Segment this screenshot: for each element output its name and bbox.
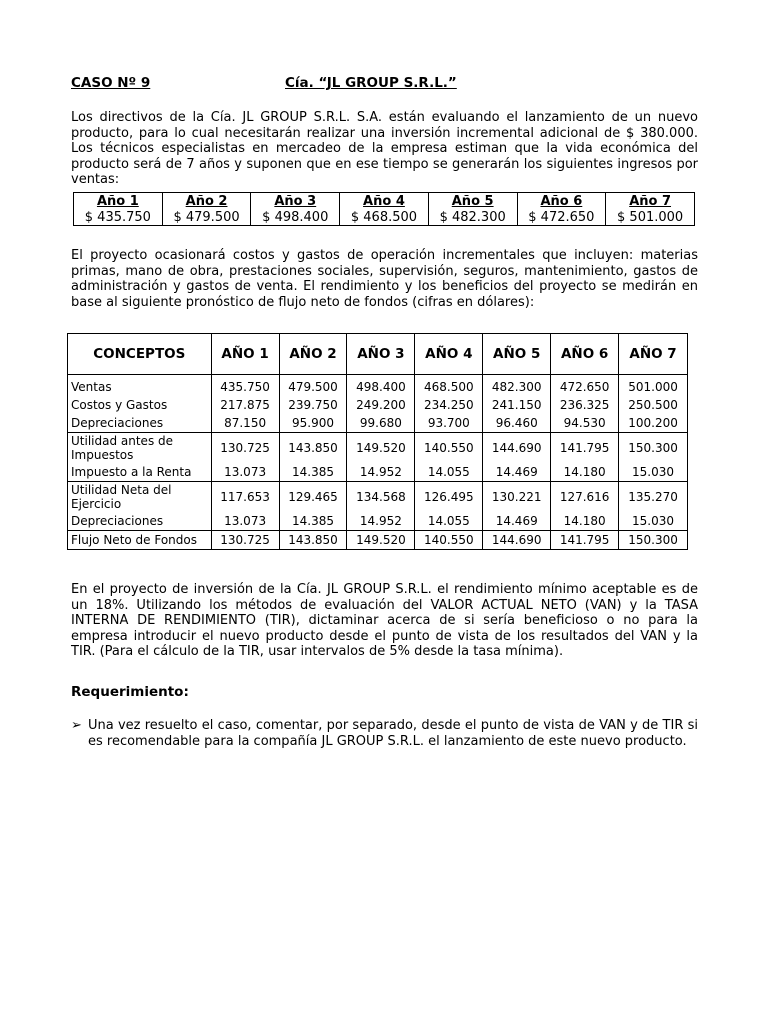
flow-cell: 140.550: [415, 531, 483, 550]
sales-year-cell: Año 1: [74, 193, 163, 210]
flow-header-cell: AÑO 5: [483, 334, 551, 375]
flow-cell: 479.500: [279, 375, 347, 397]
flow-cell: 234.250: [415, 396, 483, 414]
sales-year-cell: Año 5: [428, 193, 517, 210]
sales-value-row: [74, 209, 695, 226]
flow-cell: 134.568: [347, 482, 415, 513]
flow-cell: 241.150: [483, 396, 551, 414]
flow-row-label: Depreciaciones: [68, 512, 212, 531]
flow-cell: 144.690: [483, 433, 551, 464]
cash-flow-table: [67, 333, 688, 550]
flow-cell: 95.900: [279, 414, 347, 433]
flow-cell: 93.700: [415, 414, 483, 433]
flow-row-label: Ventas: [68, 375, 212, 397]
sales-value-cell: $ 482.300: [428, 209, 517, 226]
flow-cell: 14.180: [551, 463, 619, 482]
flow-cell: 217.875: [211, 396, 279, 414]
flow-header-row: [68, 334, 688, 375]
flow-header-cell: AÑO 4: [415, 334, 483, 375]
flow-cell: 239.750: [279, 396, 347, 414]
flow-cell: 150.300: [619, 531, 688, 550]
flow-cell: 435.750: [211, 375, 279, 397]
flow-cell: 140.550: [415, 433, 483, 464]
flow-cell: 250.500: [619, 396, 688, 414]
flow-cell: 129.465: [279, 482, 347, 513]
sales-year-cell: Año 6: [517, 193, 606, 210]
flow-cell: 14.385: [279, 512, 347, 531]
flow-cell: 482.300: [483, 375, 551, 397]
flow-cell: 126.495: [415, 482, 483, 513]
flow-row-depreciaciones-2: [68, 512, 688, 531]
arrow-bullet-icon: ➢: [71, 718, 82, 733]
flow-cell: 117.653: [211, 482, 279, 513]
flow-row-impuesto: [68, 463, 688, 482]
flow-cell: 498.400: [347, 375, 415, 397]
flow-cell: 141.795: [551, 531, 619, 550]
sales-value-cell: $ 501.000: [606, 209, 695, 226]
sales-year-cell: Año 7: [606, 193, 695, 210]
sales-year-cell: Año 4: [340, 193, 429, 210]
company-title: Cía. “JL GROUP S.R.L.”: [285, 75, 457, 91]
flow-cell: 249.200: [347, 396, 415, 414]
flow-cell: 144.690: [483, 531, 551, 550]
flow-cell: 96.460: [483, 414, 551, 433]
flow-header-cell: AÑO 1: [211, 334, 279, 375]
sales-header-row: [74, 193, 695, 210]
flow-cell: 472.650: [551, 375, 619, 397]
evaluation-paragraph: En el proyecto de inversión de la Cía. JL GROUP S.R.L. el rendimiento mínimo aceptable es de un 18%. Utilizando los métodos de evaluación del VALOR ACTUAL NETO (VAN) y la TASA INTERNA DE RENDIMIENTO (TIR), dictaminar acerca de si sería beneficioso o no para la empresa introducir el nuevo producto desde el punto de vista de los resultados del VAN y la TIR. (Para el cálculo de la TIR, usar intervalos de 5% desde la tasa mínima).: [71, 582, 698, 660]
flow-cell: 99.680: [347, 414, 415, 433]
flow-cell: 130.725: [211, 433, 279, 464]
sales-value-cell: $ 472.650: [517, 209, 606, 226]
flow-row-label: Depreciaciones: [68, 414, 212, 433]
intro-paragraph: Los directivos de la Cía. JL GROUP S.R.L. S.A. están evaluando el lanzamiento de un nuevo producto, para lo cual necesitarán realizar una inversión incremental adicional de $ 380.000. Los técnicos especialistas en mercadeo de la empresa estiman que la vida económica del producto será de 7 años y suponen que en ese tiempo se generarán los siguientes ingresos por ventas:: [71, 110, 698, 188]
flow-cell: 14.180: [551, 512, 619, 531]
flow-cell: 14.469: [483, 463, 551, 482]
sales-year-cell: Año 3: [251, 193, 340, 210]
flow-header-cell: AÑO 3: [347, 334, 415, 375]
flow-cell: 143.850: [279, 433, 347, 464]
sales-value-cell: $ 435.750: [74, 209, 163, 226]
flow-cell: 468.500: [415, 375, 483, 397]
flow-row-label: Utilidad Neta del Ejercicio: [68, 482, 212, 513]
flow-cell: 150.300: [619, 433, 688, 464]
flow-row-label: Flujo Neto de Fondos: [68, 531, 212, 550]
flow-header-cell: CONCEPTOS: [68, 334, 212, 375]
flow-cell: 501.000: [619, 375, 688, 397]
sales-table: [73, 192, 695, 226]
flow-cell: 130.725: [211, 531, 279, 550]
flow-cell: 13.073: [211, 463, 279, 482]
flow-cell: 14.385: [279, 463, 347, 482]
flow-row-utilidad-antes: [68, 433, 688, 464]
flow-cell: 15.030: [619, 463, 688, 482]
flow-row-label: Utilidad antes de Impuestos: [68, 433, 212, 464]
flow-cell: 236.325: [551, 396, 619, 414]
flow-cell: 100.200: [619, 414, 688, 433]
requirement-text: Una vez resuelto el caso, comentar, por separado, desde el punto de vista de VAN y de TIR si es recomendable para la compañía JL GROUP S.R.L. el lanzamiento de este nuevo producto.: [88, 718, 698, 749]
sales-year-cell: Año 2: [162, 193, 251, 210]
flow-row-flujo-neto: [68, 531, 688, 550]
flow-cell: 130.221: [483, 482, 551, 513]
flow-cell: 143.850: [279, 531, 347, 550]
costs-paragraph: El proyecto ocasionará costos y gastos de operación incrementales que incluyen: materias primas, mano de obra, prestaciones sociales, supervisión, seguros, mantenimiento, gastos de administración y gastos de venta. El rendimiento y los beneficios del proyecto se medirán en base al siguiente pronóstico de flujo neto de fondos (cifras en dólares):: [71, 248, 698, 310]
flow-cell: 149.520: [347, 433, 415, 464]
flow-row-label: Costos y Gastos: [68, 396, 212, 414]
flow-cell: 94.530: [551, 414, 619, 433]
flow-cell: 14.952: [347, 463, 415, 482]
sales-value-cell: $ 479.500: [162, 209, 251, 226]
flow-cell: 127.616: [551, 482, 619, 513]
flow-header-cell: AÑO 7: [619, 334, 688, 375]
flow-cell: 14.469: [483, 512, 551, 531]
flow-cell: 14.055: [415, 512, 483, 531]
flow-cell: 14.952: [347, 512, 415, 531]
flow-cell: 135.270: [619, 482, 688, 513]
flow-header-cell: AÑO 2: [279, 334, 347, 375]
flow-row-costos: [68, 396, 688, 414]
flow-cell: 15.030: [619, 512, 688, 531]
sales-value-cell: $ 468.500: [340, 209, 429, 226]
flow-row-utilidad-neta: [68, 482, 688, 513]
flow-cell: 141.795: [551, 433, 619, 464]
flow-row-ventas: [68, 375, 688, 397]
flow-cell: 13.073: [211, 512, 279, 531]
flow-header-cell: AÑO 6: [551, 334, 619, 375]
requirement-title: Requerimiento:: [71, 684, 189, 700]
flow-row-label: Impuesto a la Renta: [68, 463, 212, 482]
flow-cell: 149.520: [347, 531, 415, 550]
case-title: CASO Nº 9: [71, 75, 151, 91]
sales-value-cell: $ 498.400: [251, 209, 340, 226]
flow-cell: 14.055: [415, 463, 483, 482]
flow-row-depreciaciones: [68, 414, 688, 433]
flow-cell: 87.150: [211, 414, 279, 433]
